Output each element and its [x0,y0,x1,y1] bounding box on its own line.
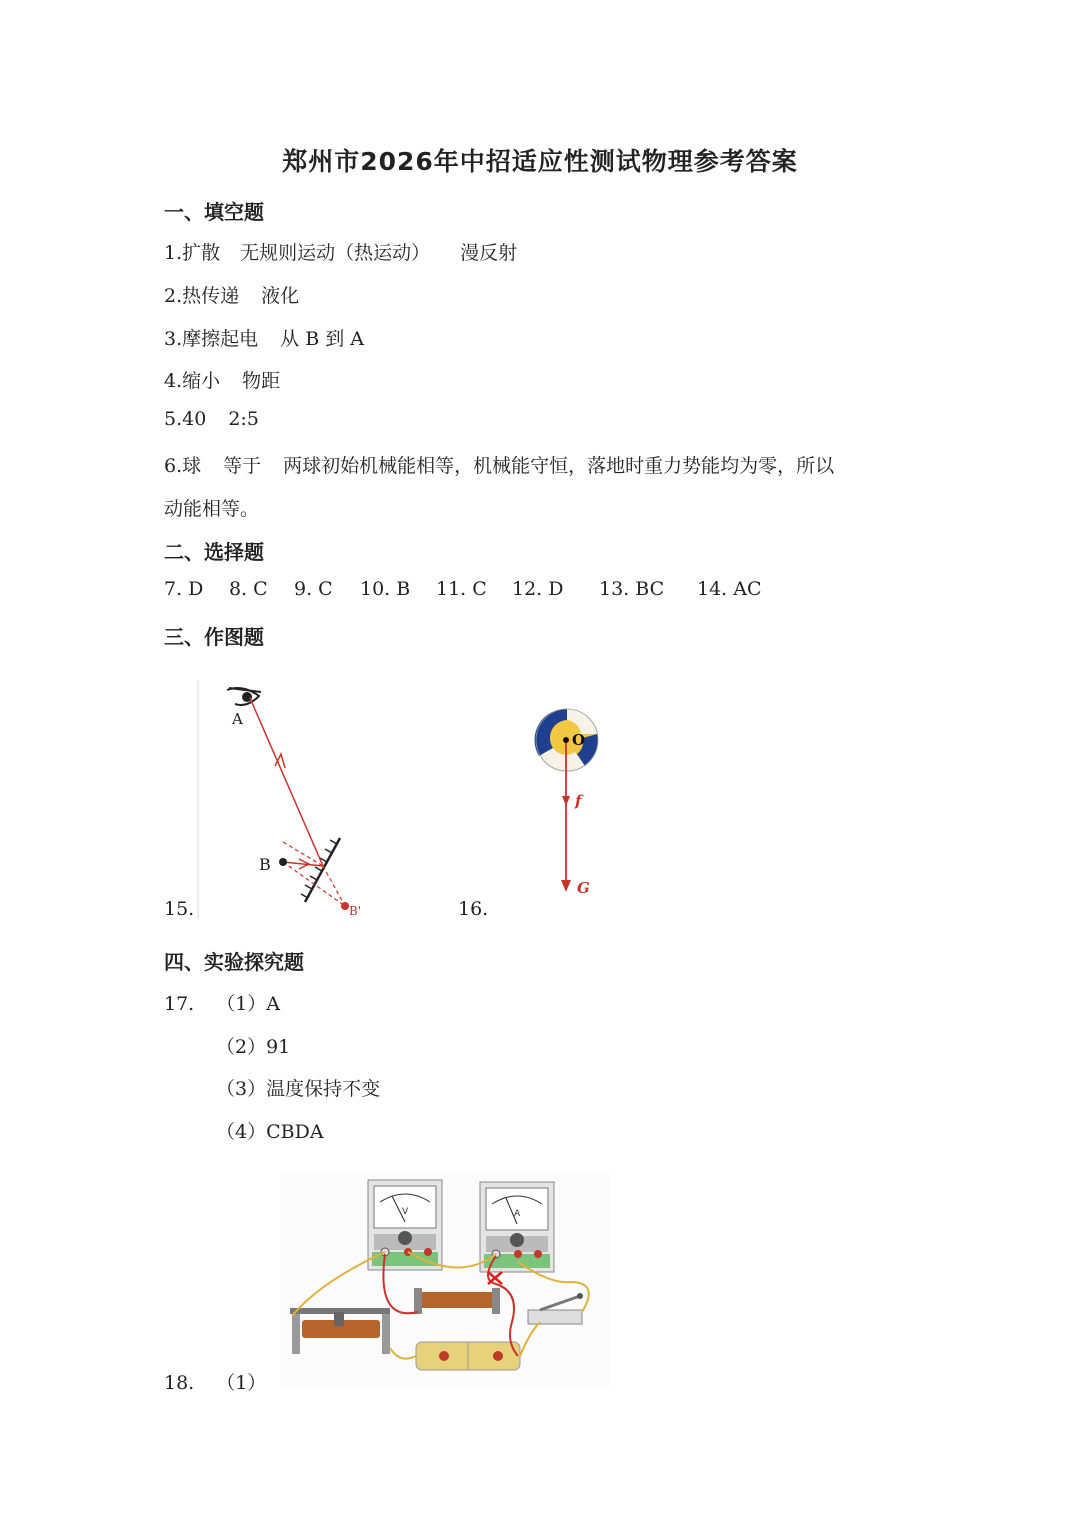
label-f: f [575,792,582,810]
choice-12: 12. D [512,578,564,600]
figure-15-number: 15. [164,898,195,920]
q1-number: 1. [164,242,183,264]
q2-number: 2. [164,285,183,307]
choice-10: 10. B [360,578,411,600]
page-title: 郑州市2026年中招适应性测试物理参考答案 [282,147,798,176]
q5-answer-a: 40 [182,408,207,430]
choice-14: 14. AC [697,578,762,600]
label-b: B [259,855,271,874]
section-experiment: 四、实验探究题 [164,950,304,974]
q4-number: 4. [164,370,183,392]
q18-line-1 [164,1368,266,1395]
point-b-image [341,902,349,910]
q3-answer-a: 摩擦起电 [182,328,259,350]
q17-part-3: （3）温度保持不变 [216,1078,381,1100]
label-g: G [577,879,590,897]
q6-answer-b: 等于 [223,455,262,477]
center-point-o [563,737,569,743]
section-choice: 二、选择题 [164,540,264,564]
answer-4 [164,366,280,393]
choice-13: 13. BC [599,578,665,600]
choice-11: 11. C [436,578,487,600]
battery-pack [416,1342,520,1370]
q3-answer-b: 从 B 到 A [280,328,364,350]
answer-2 [164,281,299,308]
ammeter-symbol: A [514,1209,521,1219]
label-a: A [232,710,243,728]
q6-number: 6. [164,455,183,477]
q17-line-1 [164,989,280,1016]
figure-15-mirror-diagram [195,680,395,920]
section-drawing: 三、作图题 [164,625,264,649]
q1-answer-c: 漫反射 [460,242,518,264]
q17-number: 17. [164,993,195,1015]
figure-18-circuit [280,1172,610,1387]
choice-8: 8. C [229,578,268,600]
choice-9: 9. C [294,578,333,600]
answer-6-continued: 动能相等。 [164,498,260,520]
answer-3 [164,324,364,351]
q5-answer-b: 2:5 [228,408,259,430]
incident-ray [283,862,323,866]
q17-part-4: （4）CBDA [216,1121,324,1143]
q18-number: 18. [164,1372,195,1394]
q18-part-1: （1） [216,1372,267,1394]
point-b [279,858,287,866]
choice-7: 7. D [164,578,204,600]
q17-part-1: （1）A [216,993,281,1015]
figure-16-force-diagram [525,700,615,905]
label-b-prime: B' [349,904,362,918]
q6-answer-c: 两球初始机械能相等，机械能守恒，落地时重力势能均为零，所以 [283,455,835,477]
section-fill-in: 一、填空题 [164,200,264,224]
answer-6 [164,451,834,478]
q4-answer-a: 缩小 [182,370,221,392]
q5-number: 5. [164,408,183,430]
q2-answer-b: 液化 [261,285,300,307]
q1-answer-b: 无规则运动（热运动） [240,242,431,264]
q1-answer-a: 扩散 [182,242,221,264]
figure-16-number: 16. [458,898,489,920]
q6-answer-a: 球 [182,455,202,477]
q4-answer-b: 物距 [242,370,281,392]
reflected-ray [250,698,323,866]
answer-5 [164,408,259,430]
voltmeter [368,1180,442,1270]
voltmeter-symbol: V [402,1207,409,1217]
plane-mirror [301,838,340,902]
q17-part-2: （2）91 [216,1036,291,1058]
label-o: O [572,731,586,749]
q2-answer-a: 热传递 [182,285,240,307]
q3-number: 3. [164,328,183,350]
eye-icon [227,688,261,705]
answer-1 [164,238,517,265]
